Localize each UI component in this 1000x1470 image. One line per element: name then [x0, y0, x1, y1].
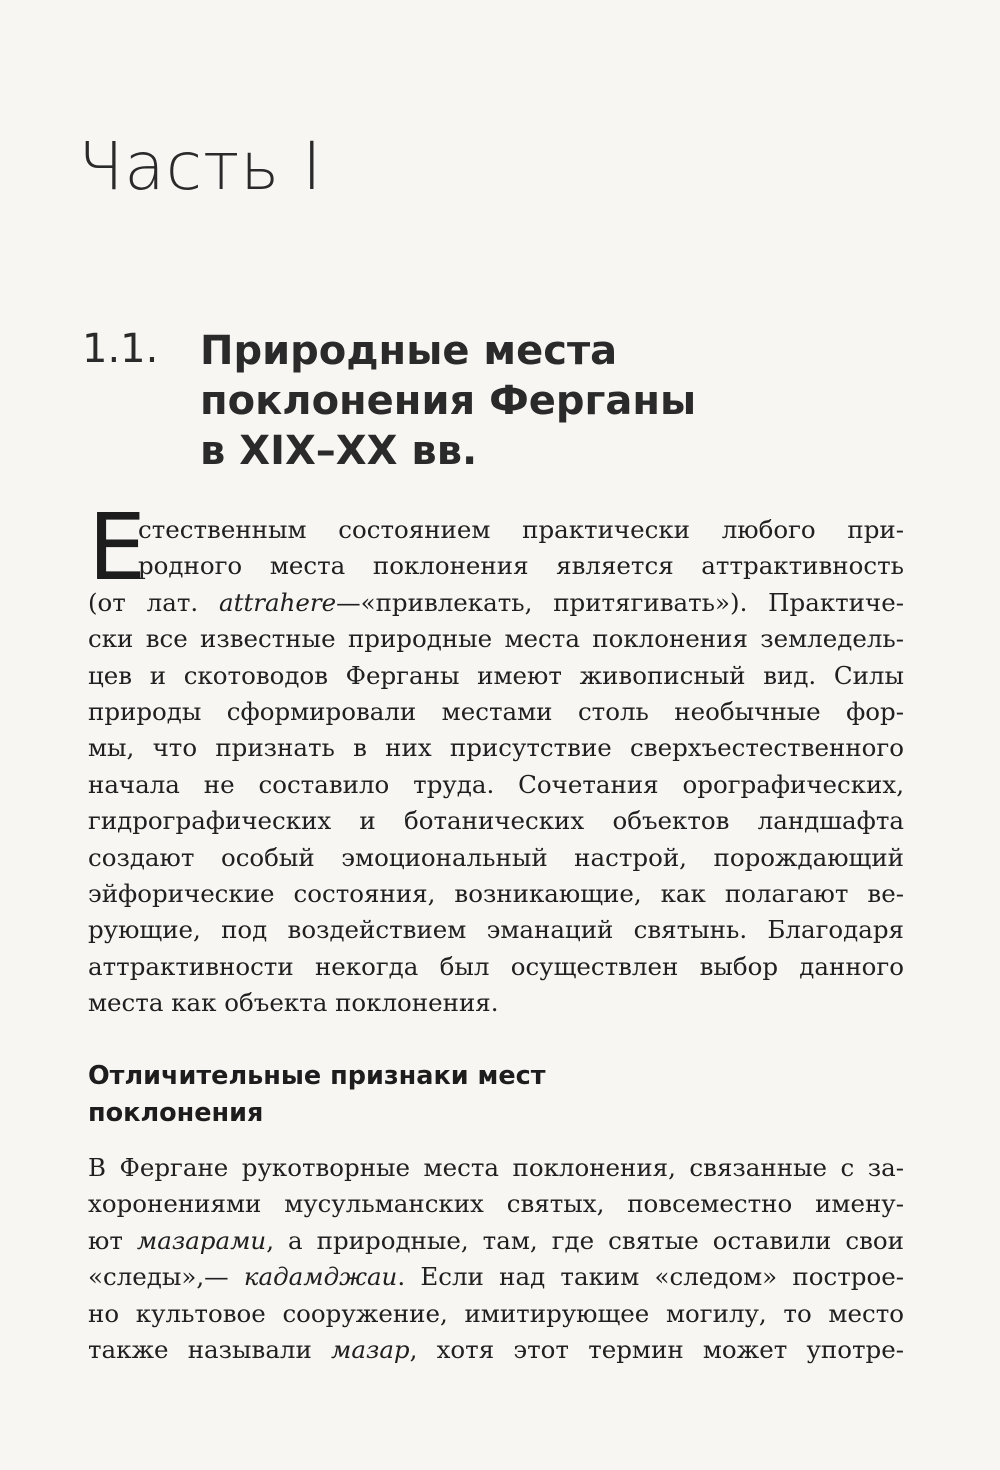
text-run: . Если над таким «следом» построе- — [397, 1262, 904, 1292]
section-title — [200, 326, 720, 476]
paragraph-line: хоронениями мусульманских святых, повсеместно имену- — [88, 1189, 904, 1219]
paragraph-line: аттрактивности некогда был осуществлен выбор данного — [88, 951, 904, 981]
paragraph-line: родного места поклонения является аттрактивность — [138, 551, 904, 581]
subheading — [88, 1058, 688, 1132]
part-title: Часть I — [78, 128, 323, 205]
paragraph-main — [88, 1150, 904, 1368]
latin-term: attrahere — [219, 587, 337, 617]
drop-cap: Е — [88, 494, 147, 601]
section-title-line: Природные места — [200, 328, 618, 374]
paragraph-intro — [88, 512, 904, 1021]
section-title-line: в XIX–XX вв. — [200, 428, 478, 474]
section-number: 1.1. — [82, 326, 159, 372]
text-run: , а природные, там, где святые оставили свои — [266, 1225, 905, 1255]
term-mazar: мазар — [331, 1334, 410, 1364]
paragraph-line: ски все известные природные места поклонения земледель- — [88, 624, 904, 654]
paragraph-line: рующие, под воздействием эманаций святынь. Благодаря — [88, 915, 904, 945]
subheading-line: Отличительные признаки мест — [88, 1061, 546, 1091]
text-run: , хотя этот термин может употре- — [409, 1334, 904, 1364]
paragraph-line: эйфорические состояния, возникающие, как полагают ве- — [88, 878, 904, 908]
text-run: (от лат. — [88, 587, 219, 617]
paragraph-line: стественным состоянием практически любого при- — [138, 515, 904, 544]
paragraph-line: создают особый эмоциональный настрой, порождающий — [88, 842, 904, 872]
paragraph-line: В Фергане рукотворные места поклонения, связанные с за- — [88, 1153, 904, 1182]
paragraph-line — [88, 585, 904, 621]
subheading-line: поклонения — [88, 1098, 264, 1128]
paragraph-line: природы сформировали местами столь необычные фор- — [88, 696, 904, 726]
paragraph-line — [88, 1332, 904, 1368]
text-run: «следы»,— — [88, 1262, 244, 1292]
term-kadamdzhai: кадамджаи — [243, 1262, 398, 1292]
paragraph-line: места как объекта поклонения. — [88, 988, 499, 1018]
paragraph-line: начала не составило труда. Сочетания орографических, — [88, 769, 904, 799]
section-title-line: поклонения Ферганы — [200, 378, 697, 424]
paragraph-line: но культовое сооружение, имитирующее могилу, то место — [88, 1298, 904, 1328]
paragraph-line: мы, что признать в них присутствие сверхъестественного — [88, 733, 904, 763]
text-run: также называли — [88, 1334, 332, 1364]
paragraph-line: цев и скотоводов Ферганы имеют живописный вид. Силы — [88, 660, 904, 690]
text-run: —«привлекать, притягивать»). Практиче- — [336, 587, 904, 617]
text-run: ют — [88, 1225, 137, 1255]
paragraph-line: гидрографических и ботанических объектов ландшафта — [88, 806, 904, 836]
paragraph-line — [88, 1259, 904, 1295]
paragraph-line — [88, 1223, 904, 1259]
term-mazarami: мазарами — [136, 1225, 267, 1255]
